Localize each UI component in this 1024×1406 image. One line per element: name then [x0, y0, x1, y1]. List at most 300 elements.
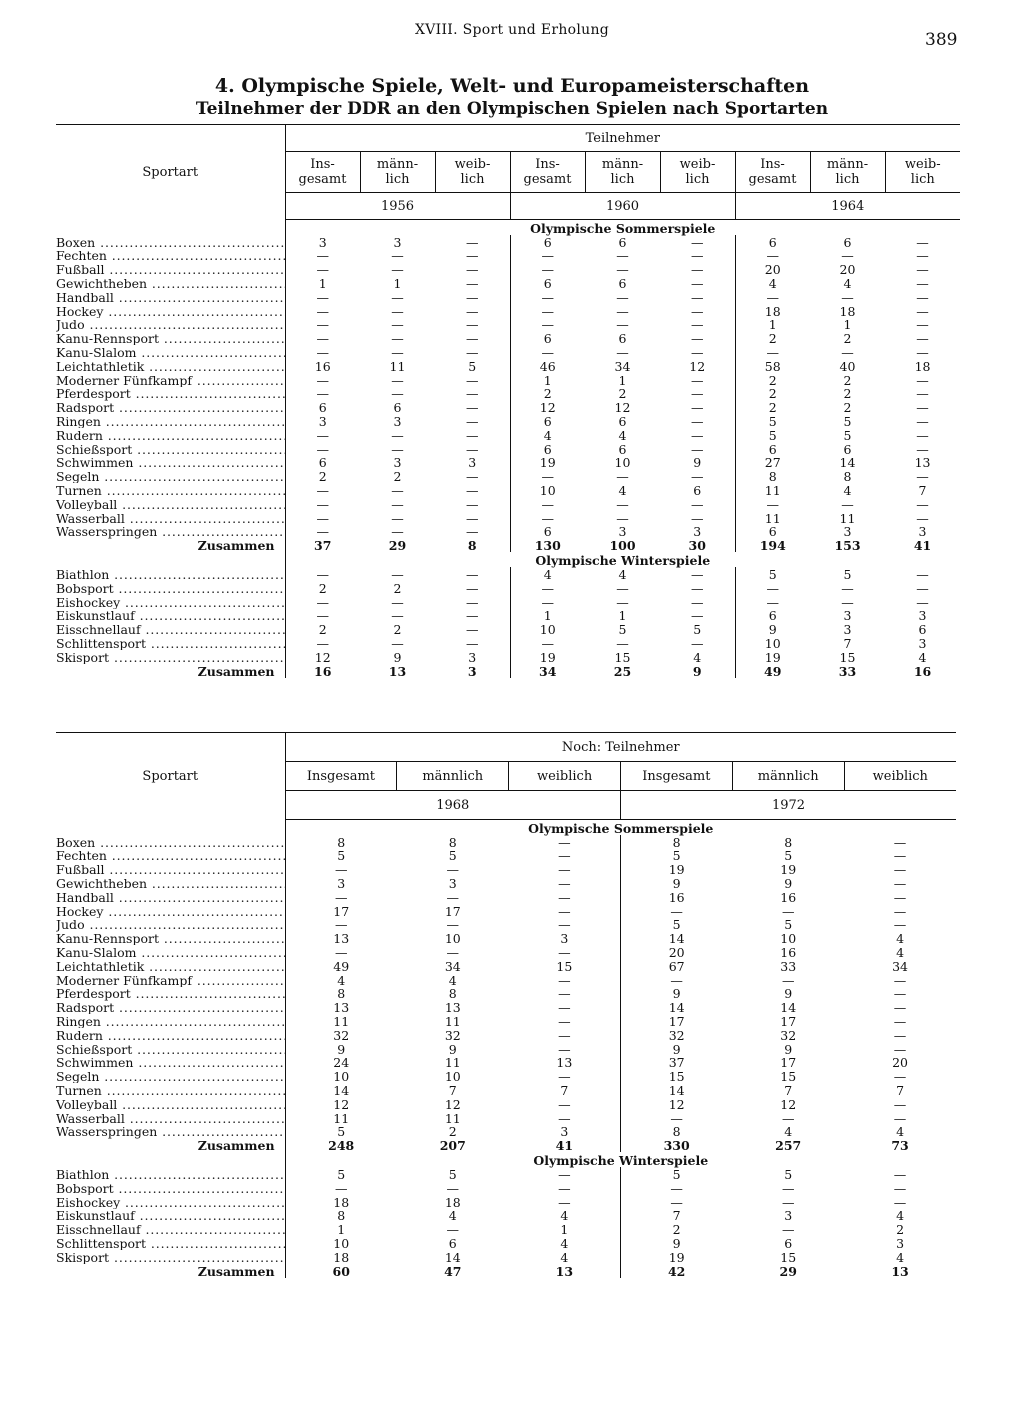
cell-value: 5: [618, 622, 627, 638]
cell-value: —: [510, 511, 585, 525]
table-row: [56, 1236, 956, 1250]
column-header: Ins- gesamt: [510, 152, 585, 193]
cell-value: —: [510, 497, 585, 511]
header-row-group: [56, 733, 956, 762]
cell-value: 1: [510, 609, 585, 623]
cell-value: —: [446, 944, 460, 960]
sport-label: [56, 650, 285, 664]
cell-value: 5: [620, 849, 732, 863]
cell-value: 9: [784, 986, 793, 1002]
cell-value: 6: [735, 609, 810, 623]
table-row: [56, 456, 960, 470]
sport-name: Kanu-Slalom .....: [56, 345, 285, 359]
cell-value: 34: [892, 958, 908, 974]
cell-value: —: [466, 622, 479, 638]
sport-label: [56, 987, 285, 1001]
cell-value: —: [893, 1041, 907, 1057]
cell-value: 2: [735, 401, 810, 415]
cell-value: 4: [896, 1124, 905, 1140]
sport-name: Schwimmen .....: [56, 456, 285, 470]
cell-value: —: [466, 441, 479, 457]
sport-label: [56, 1001, 285, 1015]
sport-name: Fechten .....: [56, 249, 285, 263]
cell-value: 18: [914, 358, 931, 374]
cell-value: 2: [318, 622, 327, 638]
cell-value: —: [735, 290, 810, 304]
sport-name: Boxen .....: [56, 835, 285, 849]
sport-name: Hockey .....: [56, 904, 285, 918]
table-row: [56, 401, 960, 415]
cell-value: —: [466, 427, 479, 443]
cell-value: 9: [337, 1041, 346, 1057]
sport-name: Ringen .....: [56, 1014, 285, 1028]
total-value: 37: [314, 538, 332, 554]
table-row: [56, 890, 956, 904]
cell-value: —: [510, 636, 585, 650]
cell-value: —: [466, 303, 479, 319]
cell-value: 2: [735, 387, 810, 401]
cell-value: 14: [620, 1001, 732, 1015]
cell-value: 12: [614, 400, 631, 416]
cell-value: —: [616, 317, 629, 333]
cell-value: —: [893, 903, 907, 919]
sport-name: Rudern .....: [56, 1028, 285, 1042]
cell-value: 4: [618, 566, 627, 582]
cell-value: —: [466, 234, 479, 250]
sport-label: [56, 373, 285, 387]
cell-value: 3: [448, 875, 457, 891]
cell-value: —: [735, 595, 810, 609]
table-row: [56, 318, 960, 332]
sport-name: Schießsport .....: [56, 442, 285, 456]
cell-value: 5: [843, 566, 852, 582]
column-header: weib- lich: [435, 152, 510, 193]
total-value: 29: [388, 538, 407, 554]
cell-value: —: [616, 469, 629, 485]
cell-value: 13: [914, 455, 931, 471]
total-value: 60: [332, 1263, 350, 1279]
cell-value: —: [466, 262, 479, 278]
cell-value: 5: [620, 1167, 732, 1181]
cell-value: —: [334, 862, 348, 878]
cell-value: 6: [618, 275, 627, 291]
table-row: [56, 945, 956, 959]
cell-value: —: [691, 566, 704, 582]
cell-value: —: [616, 303, 629, 319]
sport-label: [56, 1014, 285, 1028]
cell-value: 4: [560, 1208, 569, 1224]
sport-name: Leichtathletik .....: [56, 959, 285, 973]
cell-value: 11: [444, 1055, 461, 1071]
sport-label: [56, 1250, 285, 1264]
cell-value: —: [616, 496, 629, 512]
sport-label: [56, 636, 285, 650]
cell-value: 8: [337, 834, 346, 850]
cell-value: 11: [389, 358, 406, 374]
sport-name: Hockey .....: [56, 304, 285, 318]
table-row: [56, 235, 960, 249]
table-row: [56, 1209, 956, 1223]
cell-value: 1: [618, 372, 627, 388]
table-row: [56, 332, 960, 346]
total-value: 207: [439, 1138, 466, 1154]
sport-name: Kanu-Slalom .....: [56, 945, 285, 959]
cell-value: 15: [780, 1069, 797, 1085]
cell-value: 10: [444, 931, 461, 947]
cell-value: —: [558, 834, 571, 850]
cell-value: 9: [620, 876, 732, 890]
cell-value: —: [620, 1111, 732, 1125]
year-header: 1972: [620, 791, 956, 820]
cell-value: —: [893, 1000, 907, 1016]
cell-value: 18: [839, 303, 856, 319]
cell-value: —: [691, 344, 704, 360]
cell-value: —: [616, 580, 629, 596]
table-row: [56, 345, 960, 359]
cell-value: —: [893, 1194, 907, 1210]
sport-label: [56, 863, 285, 877]
cell-value: —: [558, 986, 571, 1002]
table-row: [56, 470, 960, 484]
cell-value: 27: [735, 456, 810, 470]
cell-value: 6: [618, 413, 627, 429]
cell-value: —: [691, 413, 704, 429]
total-value: 49: [735, 664, 810, 678]
cell-value: 2: [393, 580, 402, 596]
cell-value: —: [691, 262, 704, 278]
cell-value: —: [316, 248, 329, 264]
cell-value: —: [558, 862, 571, 878]
cell-value: 58: [735, 359, 810, 373]
total-value: 13: [388, 663, 407, 679]
sport-label: [56, 849, 285, 863]
cell-value: —: [916, 372, 929, 388]
cell-value: 7: [784, 1082, 793, 1098]
cell-value: 9: [784, 1041, 793, 1057]
sport-name: Skisport .....: [56, 1250, 285, 1264]
table-row: [56, 414, 960, 428]
table-row: [56, 1195, 956, 1209]
cell-value: 5: [448, 848, 457, 864]
cell-value: —: [841, 289, 854, 305]
cell-value: —: [691, 248, 704, 264]
cell-value: 2: [510, 387, 585, 401]
cell-value: 9: [448, 1041, 457, 1057]
total-label: Zusammen: [56, 1264, 285, 1278]
cell-value: 18: [735, 304, 810, 318]
cell-value: —: [691, 386, 704, 402]
page-number: 389: [925, 30, 958, 50]
table-subtitle: Teilnehmer der DDR an den Olympischen Spielen nach Sportarten: [195, 99, 829, 119]
cell-value: 9: [620, 1042, 732, 1056]
cell-value: 3: [784, 1208, 793, 1224]
cell-value: —: [391, 248, 404, 264]
sport-label: [56, 623, 285, 637]
table-row: [56, 581, 960, 595]
sport-label: [56, 1223, 285, 1237]
table-row: [56, 304, 960, 318]
cell-value: 5: [735, 567, 810, 581]
sport-name: Judo .....: [56, 318, 285, 332]
cell-value: 3: [560, 1124, 569, 1140]
total-value: 8: [467, 538, 477, 554]
cell-value: —: [916, 566, 929, 582]
total-row: [56, 1139, 956, 1153]
cell-value: —: [893, 1027, 907, 1043]
cell-value: —: [466, 594, 479, 610]
cell-value: 3: [318, 234, 327, 250]
cell-value: —: [391, 317, 404, 333]
sport-name: Judo .....: [56, 918, 285, 932]
sport-label: [56, 332, 285, 346]
cell-value: —: [558, 1166, 571, 1182]
cell-value: 4: [560, 1235, 569, 1251]
year-header: 1956: [285, 193, 510, 220]
cell-value: 15: [620, 1070, 732, 1084]
column-header: weiblich: [509, 762, 621, 791]
cell-value: —: [916, 400, 929, 416]
cell-value: —: [781, 1180, 795, 1196]
cell-value: 3: [393, 413, 402, 429]
cell-value: —: [616, 510, 629, 526]
table-row: [56, 442, 960, 456]
sport-label: [56, 470, 285, 484]
sport-name: Volleyball .....: [56, 1097, 285, 1111]
total-row: [56, 539, 960, 553]
cell-value: —: [691, 580, 704, 596]
cell-value: 20: [620, 945, 732, 959]
cell-value: 3: [918, 635, 927, 651]
cell-value: 7: [620, 1209, 732, 1223]
cell-value: —: [916, 234, 929, 250]
cell-value: 37: [620, 1056, 732, 1070]
cell-value: —: [893, 917, 907, 933]
cell-value: —: [893, 1180, 907, 1196]
cell-value: —: [466, 289, 479, 305]
cell-value: 20: [892, 1055, 908, 1071]
sport-label: [56, 1167, 285, 1181]
cell-value: 3: [318, 413, 327, 429]
cell-value: —: [691, 608, 704, 624]
table-row: [56, 1014, 956, 1028]
sport-label: [56, 249, 285, 263]
cell-value: 5: [337, 1166, 346, 1182]
cell-value: 16: [780, 889, 797, 905]
header-row-group: [56, 125, 960, 152]
cell-value: 7: [918, 482, 927, 498]
cell-value: 14: [780, 1000, 797, 1016]
cell-value: 4: [693, 649, 702, 665]
cell-value: 6: [784, 1235, 793, 1251]
sport-name: Radsport .....: [56, 401, 285, 415]
sport-label: [56, 276, 285, 290]
cell-value: 14: [839, 455, 856, 471]
cell-value: —: [466, 400, 479, 416]
cell-value: —: [916, 344, 929, 360]
total-value: 47: [444, 1263, 462, 1279]
cell-value: —: [916, 580, 929, 596]
cell-value: —: [466, 275, 479, 291]
cell-value: 4: [448, 972, 457, 988]
total-value: 42: [620, 1264, 732, 1278]
cell-value: 2: [318, 469, 327, 485]
cell-value: —: [316, 427, 329, 443]
cell-value: 15: [839, 649, 856, 665]
cell-value: —: [558, 1000, 571, 1016]
cell-value: —: [916, 594, 929, 610]
total-value: 25: [613, 663, 632, 679]
cell-value: —: [510, 581, 585, 595]
sport-name: Schlittensport .....: [56, 1236, 285, 1250]
cell-value: —: [558, 848, 571, 864]
cell-value: 5: [735, 428, 810, 442]
cell-value: 19: [780, 862, 797, 878]
sport-name: Bobsport .....: [56, 581, 285, 595]
cell-value: 46: [510, 359, 585, 373]
cell-value: —: [334, 1180, 348, 1196]
cell-value: 2: [448, 1124, 457, 1140]
sport-label: [56, 290, 285, 304]
cell-value: —: [391, 524, 404, 540]
sport-label: [56, 263, 285, 277]
year-header: 1960: [510, 193, 735, 220]
cell-value: —: [691, 275, 704, 291]
cell-value: —: [558, 1180, 571, 1196]
total-value: 30: [688, 538, 706, 554]
table-row: [56, 835, 956, 849]
sport-label: [56, 945, 285, 959]
cell-value: —: [616, 262, 629, 278]
cell-value: 16: [780, 944, 797, 960]
cell-value: 19: [735, 650, 810, 664]
column-header: Insgesamt: [285, 762, 397, 791]
total-value: 100: [609, 538, 636, 554]
sport-name: Leichtathletik .....: [56, 359, 285, 373]
total-value: 16: [314, 663, 332, 679]
table-row: [56, 1223, 956, 1237]
cell-value: —: [466, 608, 479, 624]
cell-value: —: [691, 510, 704, 526]
table-row: [56, 1111, 956, 1125]
cell-value: 2: [843, 386, 852, 402]
total-value: 41: [913, 538, 932, 554]
cell-value: —: [316, 510, 329, 526]
cell-value: —: [466, 566, 479, 582]
cell-value: 5: [784, 917, 793, 933]
table-row: [56, 904, 956, 918]
sport-name: Gewichtheben .....: [56, 276, 285, 290]
cell-value: —: [691, 496, 704, 512]
cell-value: 4: [896, 1208, 905, 1224]
cell-value: —: [316, 289, 329, 305]
cell-value: —: [781, 1222, 795, 1238]
cell-value: —: [893, 1110, 907, 1126]
cell-value: —: [735, 249, 810, 263]
cell-value: —: [691, 400, 704, 416]
sport-label: [56, 414, 285, 428]
sport-label: [56, 1125, 285, 1139]
cell-value: 8: [337, 986, 346, 1002]
cell-value: 6: [510, 332, 585, 346]
sport-name: Handball .....: [56, 290, 285, 304]
cell-value: —: [510, 304, 585, 318]
cell-value: 1: [318, 275, 327, 291]
cell-value: 14: [620, 932, 732, 946]
cell-value: —: [391, 386, 404, 402]
table-row: [56, 876, 956, 890]
cell-value: —: [316, 386, 329, 402]
cell-value: 9: [693, 455, 702, 471]
total-value: 330: [620, 1139, 732, 1153]
table-row: [56, 918, 956, 932]
sport-label: [56, 1070, 285, 1084]
cell-value: 6: [735, 525, 810, 539]
cell-value: —: [691, 331, 704, 347]
cell-value: 4: [896, 931, 905, 947]
cell-value: 3: [618, 524, 627, 540]
cell-value: —: [893, 986, 907, 1002]
cell-value: —: [691, 469, 704, 485]
cell-value: —: [916, 275, 929, 291]
cell-value: —: [391, 482, 404, 498]
sport-label: [56, 1042, 285, 1056]
cell-value: 8: [620, 835, 732, 849]
table-row: [56, 959, 956, 973]
sport-label: [56, 442, 285, 456]
cell-value: —: [316, 524, 329, 540]
cell-value: 15: [556, 958, 573, 974]
cell-value: —: [893, 848, 907, 864]
sport-label: [56, 876, 285, 890]
cell-value: —: [316, 344, 329, 360]
cell-value: —: [558, 1041, 571, 1057]
cell-value: —: [391, 372, 404, 388]
cell-value: —: [446, 889, 460, 905]
cell-value: —: [466, 386, 479, 402]
cell-value: 6: [510, 525, 585, 539]
total-value: 33: [838, 663, 857, 679]
sport-label: [56, 401, 285, 415]
sport-label: [56, 1097, 285, 1111]
cell-value: —: [558, 903, 571, 919]
cell-value: 3: [393, 234, 402, 250]
cell-value: 9: [620, 987, 732, 1001]
sport-name: Schwimmen .....: [56, 1056, 285, 1070]
cell-value: 4: [843, 275, 852, 291]
cell-value: —: [916, 386, 929, 402]
year-header: 1968: [285, 791, 620, 820]
table-row: [56, 609, 960, 623]
cell-value: 6: [843, 441, 852, 457]
cell-value: —: [691, 289, 704, 305]
cell-value: —: [391, 303, 404, 319]
cell-value: —: [916, 469, 929, 485]
cell-value: 3: [393, 455, 402, 471]
sport-name: Segeln .....: [56, 470, 285, 484]
cell-value: 13: [444, 1000, 461, 1016]
cell-value: 2: [843, 372, 852, 388]
sport-name: Radsport .....: [56, 1001, 285, 1015]
cell-value: 14: [444, 1249, 461, 1265]
cell-value: —: [916, 427, 929, 443]
sport-name: Wasserspringen .....: [56, 525, 285, 539]
total-value: 13: [555, 1263, 574, 1279]
cell-value: 19: [510, 650, 585, 664]
cell-value: 6: [510, 442, 585, 456]
total-label: Zusammen: [56, 539, 285, 553]
cell-value: —: [735, 497, 810, 511]
cell-value: —: [916, 510, 929, 526]
